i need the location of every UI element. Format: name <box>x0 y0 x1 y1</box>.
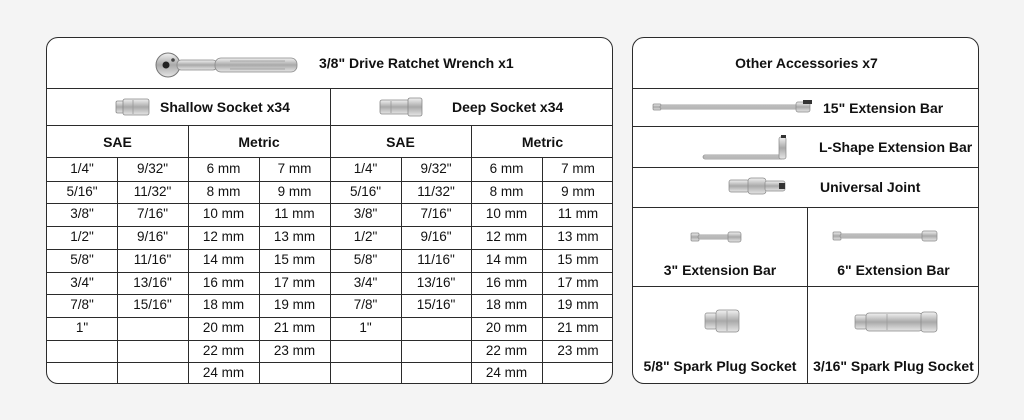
table-cell-deep-sae-small <box>330 340 401 362</box>
table-cell-deep-metric-small: 10 mm <box>485 206 528 222</box>
table-cell-shallow-sae-large <box>117 340 188 362</box>
table-cell-deep-sae-large: 13/16" <box>416 274 456 290</box>
shallow-socket-label: Shallow Socket x34 <box>160 99 290 115</box>
deep-socket-icon <box>379 98 423 116</box>
table-cell-shallow-sae-large: 11/16" <box>133 251 172 267</box>
deep-socket-label: Deep Socket x34 <box>452 99 564 115</box>
table-cell-deep-metric-large: 11 mm <box>557 206 599 222</box>
table-cell-deep-sae-large: 9/16" <box>420 229 452 245</box>
table-cell-shallow-sae-large: 13/16" <box>133 274 172 290</box>
l-shape-bar-label: L-Shape Extension Bar <box>819 139 973 155</box>
spark-plug-socket-316-label: 3/16" Spark Plug Socket <box>813 358 974 374</box>
table-cell-shallow-metric-small: 16 mm <box>202 274 245 290</box>
table-cell-deep-metric-small: 20 mm <box>485 319 528 335</box>
table-cell-shallow-metric-large: 21 mm <box>273 319 316 335</box>
table-cell-deep-metric-large: 15 mm <box>557 251 599 267</box>
table-cell-shallow-sae-large: 9/16" <box>136 229 169 245</box>
table-cell-deep-sae-small: 3/4" <box>353 274 378 290</box>
accessories-title: Other Accessories x7 <box>735 55 878 71</box>
table-cell-deep-metric-large: 21 mm <box>557 319 599 335</box>
table-cell-deep-sae-large: 15/16" <box>416 297 456 313</box>
extension-bar-15-label: 15" Extension Bar <box>823 100 944 116</box>
table-cell-shallow-metric-large: 15 mm <box>273 251 316 267</box>
table-cell-shallow-sae-small <box>47 340 117 362</box>
table-cell-shallow-sae-small: 3/8" <box>70 206 94 222</box>
l-shape-bar-icon <box>703 135 795 163</box>
table-cell-deep-sae-small: 1/4" <box>353 161 378 176</box>
table-cell-deep-sae-large: 9/32" <box>420 161 452 176</box>
table-cell-deep-sae-large: 11/32" <box>417 183 455 199</box>
table-cell-deep-sae-small: 7/8" <box>353 297 378 313</box>
ratchet-label: 3/8" Drive Ratchet Wrench x1 <box>319 55 514 71</box>
table-cell-deep-metric-large: 17 mm <box>557 274 599 290</box>
table-cell-shallow-sae-small: 3/4" <box>70 274 94 290</box>
table-cell-shallow-sae-small: 1" <box>75 319 89 335</box>
spark-plug-socket-58-icon <box>705 309 741 333</box>
table-cell-deep-sae-small: 5/16" <box>349 183 382 199</box>
table-cell-shallow-metric-small: 8 mm <box>206 183 241 199</box>
table-cell-deep-metric-small: 18 mm <box>485 297 528 313</box>
extension-bar-3-label: 3" Extension Bar <box>663 262 777 278</box>
table-cell-shallow-metric-large: 13 mm <box>273 229 316 245</box>
table-cell-shallow-metric-large: 7 mm <box>277 161 312 176</box>
table-cell-shallow-metric-small: 14 mm <box>202 251 245 267</box>
table-cell-deep-sae-large: 7/16" <box>420 206 452 222</box>
table-cell-deep-metric-large <box>542 362 613 384</box>
ratchet-wrench-icon <box>155 52 305 78</box>
extension-bar-15-icon <box>653 100 813 114</box>
table-cell-shallow-metric-large: 23 mm <box>273 342 316 358</box>
table-cell-deep-metric-small: 8 mm <box>489 183 524 199</box>
extension-bar-6-label: 6" Extension Bar <box>837 262 950 278</box>
table-cell-shallow-metric-large: 17 mm <box>273 274 316 290</box>
socket-set-table <box>46 37 613 384</box>
table-cell-shallow-sae-small: 5/16" <box>66 183 98 199</box>
table-cell-deep-sae-large <box>401 340 471 362</box>
table-cell-deep-sae-small <box>330 362 401 384</box>
table-cell-shallow-metric-large: 19 mm <box>273 297 316 313</box>
table-cell-deep-metric-small: 6 mm <box>489 161 524 176</box>
table-cell-deep-metric-small: 14 mm <box>485 251 528 267</box>
spark-plug-socket-58-label: 5/8" Spark Plug Socket <box>643 358 797 374</box>
table-cell-shallow-sae-large: 7/16" <box>136 206 169 222</box>
universal-joint-icon <box>729 177 787 195</box>
shallow-socket-icon <box>115 98 151 116</box>
table-cell-deep-metric-large: 13 mm <box>557 229 599 245</box>
table-cell-deep-metric-small: 22 mm <box>485 342 528 358</box>
accessories-table <box>632 37 979 384</box>
table-cell-shallow-metric-small: 6 mm <box>206 161 241 176</box>
table-cell-deep-sae-small: 1" <box>359 319 372 335</box>
table-cell-deep-metric-large: 7 mm <box>561 161 595 176</box>
deep-metric-header: Metric <box>521 134 564 150</box>
spark-plug-socket-316-icon <box>855 311 939 333</box>
universal-joint-label: Universal Joint <box>820 179 921 195</box>
table-cell-shallow-sae-large <box>117 317 188 339</box>
table-cell-deep-metric-small: 16 mm <box>485 274 528 290</box>
table-cell-shallow-metric-small: 24 mm <box>202 365 245 381</box>
table-cell-shallow-metric-small: 22 mm <box>202 342 245 358</box>
table-cell-deep-sae-small: 3/8" <box>353 206 378 222</box>
table-cell-shallow-metric-small: 18 mm <box>202 297 245 313</box>
table-cell-deep-sae-large <box>401 362 471 384</box>
shallow-metric-header: Metric <box>238 134 280 150</box>
deep-sae-header: SAE <box>386 134 415 150</box>
table-cell-shallow-sae-large <box>117 362 188 384</box>
table-cell-shallow-metric-small: 12 mm <box>202 229 245 245</box>
table-cell-deep-sae-small: 5/8" <box>353 251 378 267</box>
table-cell-shallow-sae-small: 1/2" <box>70 229 94 245</box>
table-cell-shallow-sae-small <box>47 362 117 384</box>
table-cell-shallow-metric-large: 9 mm <box>277 183 312 199</box>
extension-bar-6-icon <box>833 229 939 243</box>
table-cell-shallow-sae-small: 5/8" <box>70 251 94 267</box>
table-cell-shallow-sae-small: 7/8" <box>70 297 94 313</box>
table-cell-shallow-metric-large <box>259 362 330 384</box>
shallow-sae-header: SAE <box>103 134 132 150</box>
table-cell-deep-metric-large: 23 mm <box>557 342 599 358</box>
table-cell-deep-metric-small: 12 mm <box>485 229 528 245</box>
table-cell-shallow-metric-small: 10 mm <box>202 206 245 222</box>
table-cell-deep-sae-small: 1/2" <box>353 229 378 245</box>
table-cell-shallow-sae-large: 9/32" <box>136 161 169 176</box>
table-cell-shallow-sae-large: 15/16" <box>133 297 172 313</box>
table-cell-deep-metric-large: 9 mm <box>561 183 595 199</box>
table-cell-shallow-metric-large: 11 mm <box>274 206 315 222</box>
table-cell-deep-sae-large: 11/16" <box>417 251 455 267</box>
table-cell-deep-metric-large: 19 mm <box>557 297 599 313</box>
table-cell-shallow-metric-small: 20 mm <box>202 319 245 335</box>
table-cell-deep-metric-small: 24 mm <box>485 365 528 381</box>
table-cell-shallow-sae-large: 11/32" <box>133 183 172 199</box>
table-cell-shallow-sae-small: 1/4" <box>70 161 94 176</box>
table-cell-deep-sae-large <box>401 317 471 339</box>
extension-bar-3-icon <box>691 230 743 244</box>
